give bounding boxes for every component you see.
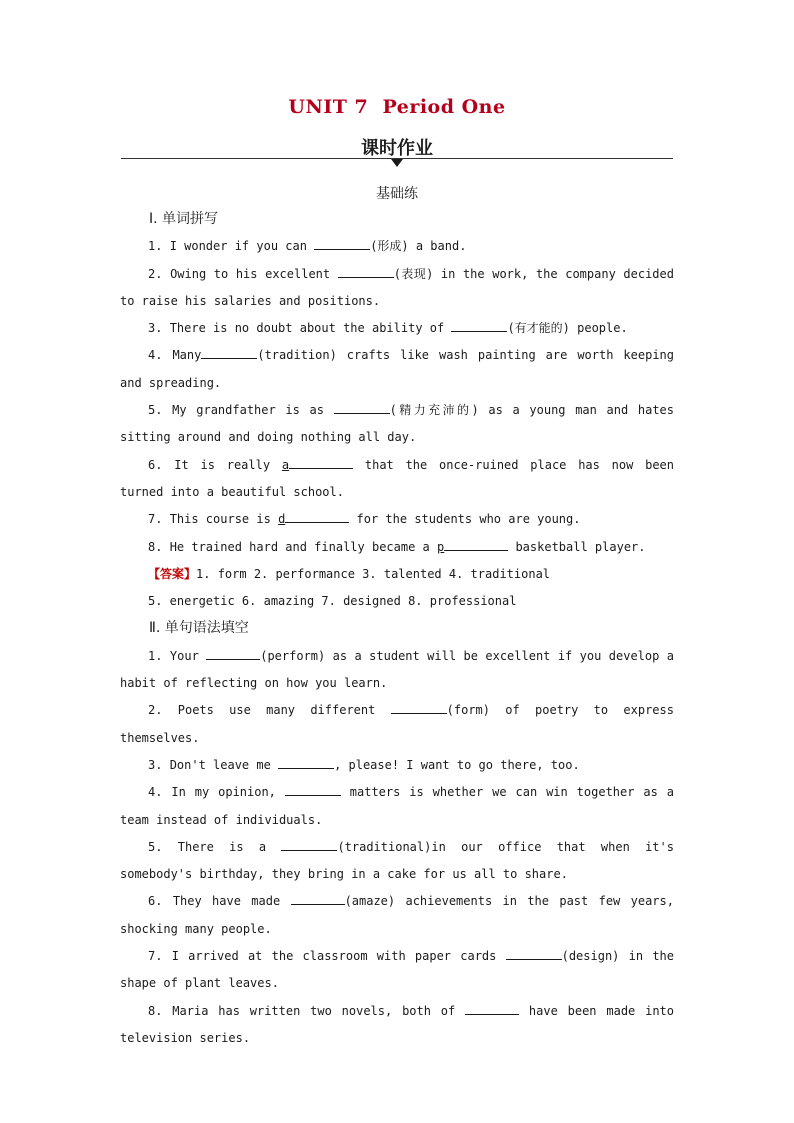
part1-item-1: 1. I wonder if you can (形成) a band. [148,239,467,254]
homework-title: 课时作业 [361,138,433,159]
answer-blank [314,238,370,250]
answer-blank [278,757,334,769]
answer-blank [201,347,257,359]
answer-blank [289,457,353,469]
answer-blank [285,511,349,523]
part1-item-3: 3. There is no doubt about the ability of (有才能的) people. [148,321,628,336]
part1-item-8: 8. He trained hard and finally became a p basketball player. [148,539,646,554]
worksheet-content [120,206,674,1052]
part2-item-1: 1. Your (perform) as a student will be excellent if you develop a habit of reflecting on how you learn. [120,648,675,691]
answer-line-2: 5. energetic 6. amazing 7. designed 8. professional [148,594,517,609]
part1-item-2: 2. Owing to his excellent (表现) in the work, the company decided to raise his salaries and positions. [120,266,674,308]
answer-line-1: 1. form 2. performance 3. talented 4. traditional [196,566,551,581]
part2-item-3: 3. Don't leave me , please! I want to go there, too. [148,757,580,772]
answer-blank [338,266,394,278]
answer-blank [451,320,507,332]
answer-blank [285,784,341,796]
answer-key-continued [120,588,674,615]
part2-item-5: 5. There is a (traditional)in our office that when it's somebody's birthday, they bring in a cake for us all to share. [120,839,674,882]
answer-blank [465,1003,519,1015]
part1-item-6: 6. It is really a that the once-ruined place has now been turned into a beautiful school. [120,457,675,499]
answer-blank [444,539,508,551]
part1-item-7: 7. This course is d for the students who are young. [148,512,581,527]
part2-item-2: 2. Poets use many different (form) of poetry to express themselves. [120,703,674,745]
answer-blank [206,648,260,660]
part1-heading: Ⅰ. 单词拼写 [149,211,219,227]
part1-item-4: 4. Many (tradition) crafts like wash painting are worth keeping and spreading. [120,348,674,390]
part1-item-5: 5. My grandfather is as (精力充沛的) as a young man and hates sitting around and doing nothing all day. [120,403,674,445]
hint-letter: p [437,539,445,554]
answer-key [120,561,674,588]
part2-item-4: 4. In my opinion, matters is whether we can win together as a team instead of individuals. [120,785,674,827]
hint-letter: d [278,512,286,527]
answer-blank [281,839,337,851]
answer-label: 【答案】 [148,566,197,581]
answer-blank [506,948,562,960]
section-title: 基础练 [376,186,418,202]
part2-item-7: 7. I arrived at the classroom with paper cards (design) in the shape of plant leaves. [120,949,674,991]
unit-title: UNIT 7 Period One [288,96,506,118]
answer-blank [334,402,390,414]
answer-blank [391,702,447,714]
part2-item-6: 6. They have made (amaze) achievements in the past few years, shocking many people. [120,894,674,936]
answer-blank [291,893,345,905]
hint-letter: a [281,457,290,472]
part2-item-8: 8. Maria has written two novels, both of have been made into television series. [120,1003,674,1045]
part2-heading: Ⅱ. 单句语法填空 [149,620,249,637]
divider-arrow-icon [391,159,403,167]
